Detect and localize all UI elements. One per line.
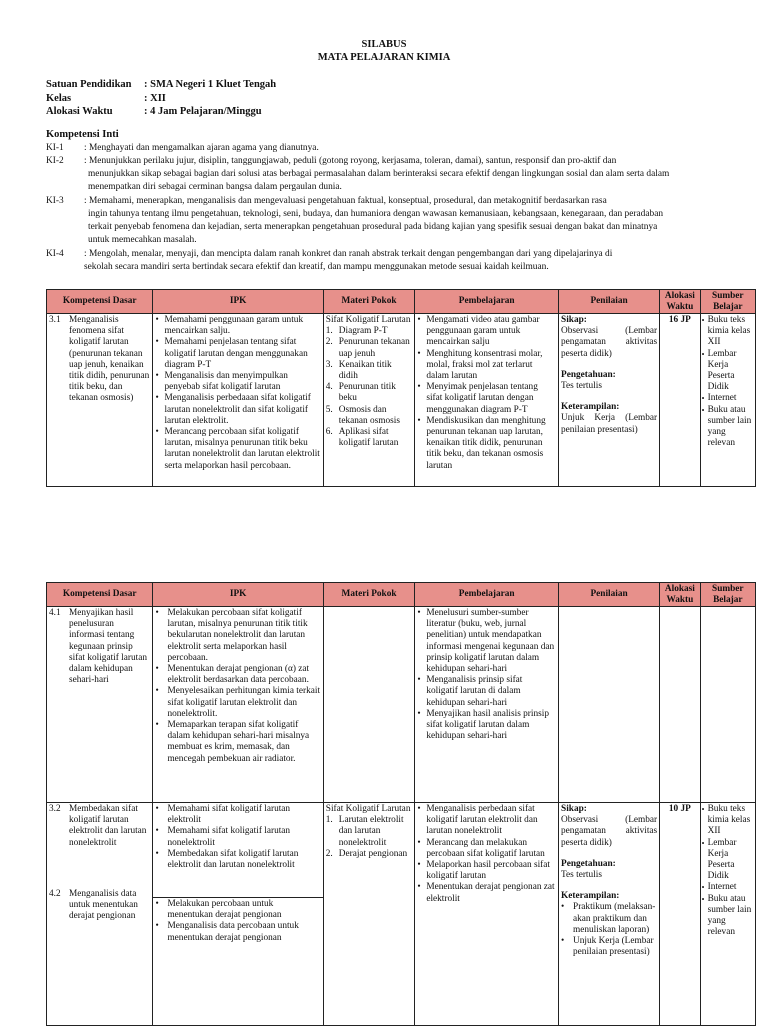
list-item: • Mengamati video atau gambar penggunaan garam untuk mencairkan salju <box>417 315 556 349</box>
ki-3 <box>46 195 736 247</box>
header-sumber-belajar: Sumber Belajar <box>700 583 755 607</box>
ipk-cell <box>153 607 323 803</box>
materi-cell <box>323 314 415 487</box>
header-penilaian: Penilaian <box>559 290 660 314</box>
list-item: • Memahami sifat koligatif larutan nonelektrolit <box>155 826 320 848</box>
table-header-row <box>47 290 756 314</box>
info-value: : 4 Jam Pelajaran/Minggu <box>144 106 262 117</box>
header-sumber-belajar: Sumber Belajar <box>700 290 755 314</box>
materi-cell <box>323 607 415 803</box>
pengetahuan-label: Pengetahuan: <box>561 858 616 869</box>
doc-title: SILABUS <box>361 39 407 50</box>
list-item: • Lembar Kerja Peserta Didik <box>703 838 753 883</box>
ki-1 <box>46 142 736 155</box>
ipk-cell <box>153 898 323 1026</box>
materi-title: Sifat Koligatif Larutan <box>325 804 411 814</box>
list-item: • Memahami sifat koligatif larutan elektrolit <box>155 804 320 826</box>
ki-line: : Menghayati dan mengamalkan ajaran agama yang dianutnya. <box>84 143 319 153</box>
pengetahuan-label: Pengetahuan: <box>561 369 616 380</box>
penilaian-cell <box>559 803 660 1026</box>
list-item: • Menganalisis perbedaaan sifat koligatif larutan nonelektrolit dan sifat koligatif larutan elektrolit. <box>155 393 320 427</box>
ki-line: menunjukkan sikap sebagai bagian dari solusi atas berbagai permasalahan dalam berinteraksi secara efektif dengan lingkungan sosial dan alam serta dalam <box>88 169 670 179</box>
kd-number: 3.1 <box>49 315 61 325</box>
kd-cell <box>47 803 153 1026</box>
list-item: • Internet <box>703 393 753 404</box>
list-item: • Internet <box>703 882 753 893</box>
pengetahuan-text: Tes tertulis <box>561 870 602 881</box>
alokasi-cell: 16 JP <box>660 314 700 487</box>
header-pembelajaran: Pembelajaran <box>415 583 559 607</box>
ki-line: untuk memecahkan masalah. <box>88 235 197 245</box>
header-kompetensi-dasar: Kompetensi Dasar <box>47 583 153 607</box>
list-item: • Merancang percobaan sifat koligatif larutan, misalnya penurunan titik beku larutan nonelektrolit dan larutan elektrolit serta melaporkan hasil percobaan. <box>155 427 320 472</box>
list-item: • Buku teks kimia kelas XII <box>703 804 753 838</box>
header-alokasi-waktu: Alokasi Waktu <box>660 583 700 607</box>
list-item: • Praktikum (melaksan-akan praktikum dan menuliskan laporan) <box>561 902 657 936</box>
list-item: • Melakukan percobaan untuk menentukan derajat pengionan <box>155 899 320 921</box>
ki-4 <box>46 248 736 274</box>
ki-line: : Mengolah, menalar, menyaji, dan mencipta dalam ranah konkret dan ranah abstrak terkait dengan pengembangan dari yang dipelajarinya di <box>84 249 613 259</box>
kd-cell <box>47 314 153 487</box>
pembelajaran-cell <box>415 314 559 487</box>
list-item: 2. Penurunan tekanan uap jenuh <box>325 337 410 359</box>
header-kompetensi-dasar: Kompetensi Dasar <box>47 290 153 314</box>
sumber-cell <box>700 803 755 1026</box>
list-item: • Memaparkan terapan sifat koligatif dalam kehidupan sehari-hari misalnya membuat es krim, memasak, dan mencegah pembekuan air radiator. <box>155 720 320 765</box>
kd-text: Membedakan sifat koligatif larutan elektrolit dan larutan nonelektrolit <box>69 804 147 848</box>
list-item: 4. Penurunan titik beku <box>325 382 396 404</box>
list-item: • Buku teks kimia kelas XII <box>703 315 753 349</box>
info-label: Kelas <box>46 93 72 104</box>
list-item: • Menghitung konsentrasi molar, molal, fraksi mol zat terlarut dalam larutan <box>417 349 556 383</box>
info-alokasi-waktu <box>46 105 262 118</box>
header-pembelajaran: Pembelajaran <box>415 290 559 314</box>
table-row <box>47 314 756 487</box>
list-item: • Memahami penggunaan garam untuk mencairkan salju. <box>155 315 320 337</box>
header-alokasi-waktu: Alokasi Waktu <box>660 290 700 314</box>
header-ipk: IPK <box>153 290 323 314</box>
list-item: 1. Diagram P-T <box>325 326 388 337</box>
info-label: Alokasi Waktu <box>46 106 113 117</box>
info-value: : XII <box>144 93 166 104</box>
list-item: • Menyajikan hasil analisis prinsip sifat koligatif larutan dalam kehidupan sehari-hari <box>417 709 556 743</box>
list-item: • Menganalisis dan menyimpulkan penyebab sifat koligatif larutan <box>155 371 320 393</box>
list-item: • Menyimak penjelasan tentang sifat koligatif larutan dengan menggunakan diagram P-T <box>417 382 556 416</box>
list-item: • Buku atau sumber lain yang relevan <box>703 405 753 450</box>
sikap-label: Sikap: <box>561 315 587 325</box>
sikap-text: Observasi (Lembar pengamatan aktivitas peserta didik) <box>561 326 658 359</box>
keterampilan-label: Keterampilan: <box>561 402 620 413</box>
materi-title: Sifat Koligatif Larutan <box>325 315 411 325</box>
ki-line: ingin tahunya tentang ilmu pengetahuan, teknologi, seni, budaya, dan humaniora dengan wawasan kemanusiaan, kebangsaan, kenegaraan, dan peradaban <box>88 209 664 219</box>
penilaian-cell <box>559 607 660 803</box>
table-row <box>47 803 756 898</box>
ki-code: KI-2 <box>46 156 64 166</box>
list-item: 2. Derajat pengionan <box>325 848 408 859</box>
list-item: 5. Osmosis dan tekanan osmosis <box>325 404 400 426</box>
sikap-text: Observasi (Lembar pengamatan aktivitas peserta didik) <box>561 815 658 848</box>
doc-subtitle: MATA PELAJARAN KIMIA <box>317 52 451 63</box>
list-item: 6. Aplikasi sifat koligatif larutan <box>325 427 399 449</box>
ki-code: KI-4 <box>46 249 64 259</box>
ipk-cell <box>153 803 323 898</box>
ki-code: KI-1 <box>46 143 64 153</box>
list-item: • Menelusuri sumber-sumber literatur (buku, web, jurnal penelitian) untuk mendapatkan informasi mengenai kegunaan dan prinsip koligatif larutan dalam kehidupan sehari-hari <box>417 608 556 675</box>
ki-2 <box>46 155 736 194</box>
table-row <box>47 607 756 803</box>
list-item: • Menentukan derajat pengionan (α) zat elektrolit berdasarkan data percobaan. <box>155 664 320 686</box>
alokasi-cell <box>660 607 700 803</box>
list-item: • Lembar Kerja Peserta Didik <box>703 349 753 394</box>
materi-cell <box>323 803 415 1026</box>
alokasi-cell: 10 JP <box>660 803 700 1026</box>
info-kelas <box>46 92 166 105</box>
header-ipk: IPK <box>153 583 323 607</box>
kd-cell <box>47 607 153 803</box>
info-satuan-pendidikan <box>46 78 276 91</box>
list-item: 3. Kenaikan titik didih <box>325 359 392 382</box>
sumber-cell <box>700 607 755 803</box>
list-item: • Memahami penjelasan tentang sifat koligatif larutan dengan menggunakan diagram P-T <box>155 337 320 371</box>
list-item: 1. Larutan elektrolit dan larutan nonelektrolit <box>325 815 404 848</box>
header-penilaian: Penilaian <box>559 583 660 607</box>
list-item: • Melaporkan hasil percobaan sifat koligatif larutan <box>417 860 556 882</box>
ki-heading: Kompetensi Inti <box>46 129 119 140</box>
table-header-row <box>47 583 756 607</box>
list-item: • Mendiskusikan dan menghitung penurunan tekanan uap larutan, kenaikan titik didik, penurunan titik beku, dan tekanan osmosis larutan <box>417 416 556 472</box>
kd-number: 4.2 <box>49 888 61 899</box>
list-item: • Membedakan sifat koligatif larutan elektrolit dan larutan nonelektrolit <box>155 849 320 871</box>
kd-text: Menyajikan hasil penelusuran informasi tentang kegunaan prinsip sifat koligatif larutan dalam kehidupan sehari-hari <box>69 608 147 686</box>
list-item: • Unjuk Kerja (Lembar penilaian presentasi) <box>561 936 657 958</box>
pembelajaran-cell <box>415 803 559 1026</box>
kd-number: 4.1 <box>49 608 61 618</box>
kd-text: Menganalisis data untuk menentukan derajat pengionan <box>69 888 138 922</box>
penilaian-cell <box>559 314 660 487</box>
sikap-label: Sikap: <box>561 804 587 814</box>
kd-text: Menganalisis fenomena sifat koligatif larutan (penurunan tekanan uap jenuh, kenaikan titik didih, penurunan titik beku, dan tekanan osmosis) <box>69 315 150 404</box>
list-item: • Menyelesaikan perhitungan kimia terkait sifat koligatif larutan elektrolit dan nonelektrolit. <box>155 686 320 720</box>
info-label: Satuan Pendidikan <box>46 79 132 90</box>
list-item: • Menganalisis data percobaan untuk menentukan derajat pengionan <box>155 921 320 943</box>
list-item: • Melakukan percobaan sifat koligatif larutan, misalnya penurunan titik titik bekularutan nonelektrolit dan larutan elektrolit serta melaporkan hasil percobaan. <box>155 608 320 664</box>
ki-line: sekolah secara mandiri serta bertindak secara efektif dan kreatif, dan mampu menggunakan metode sesuai kaidah keilmuan. <box>84 262 549 272</box>
sumber-cell <box>700 314 755 487</box>
header-materi-pokok: Materi Pokok <box>323 290 415 314</box>
list-item: • Menentukan derajat pengionan zat elektrolit <box>417 882 556 904</box>
ki-code: KI-3 <box>46 196 64 206</box>
pembelajaran-cell <box>415 607 559 803</box>
kd-number: 3.2 <box>49 804 61 814</box>
list-item: • Buku atau sumber lain yang relevan <box>703 894 753 939</box>
ki-line: menempatkan diri sebagai cerminan bangsa dalam pergaulan dunia. <box>88 182 342 192</box>
ki-line: terkait penyebab fenomena dan kejadian, serta menerapkan pengetahuan prosedural pada bidang kajian yang spesifik sesuai dengan bakat dan minatnya <box>88 222 658 232</box>
ipk-cell <box>153 314 323 487</box>
keterampilan-label: Keterampilan: <box>561 891 620 902</box>
list-item: • Menganalisis prinsip sifat koligatif larutan di dalam kehidupan sehari-hari <box>417 675 556 709</box>
syllabus-table-1 <box>46 289 756 487</box>
header-materi-pokok: Materi Pokok <box>323 583 415 607</box>
info-value: : SMA Negeri 1 Kluet Tengah <box>144 79 277 90</box>
list-item: • Merancang dan melakukan percobaan sifat koligatif larutan <box>417 838 556 860</box>
syllabus-table-2 <box>46 582 756 1026</box>
ki-line: : Memahami, menerapkan, menganalisis dan mengevaluasi pengetahuan faktual, konseptual, prosedural, dan metakognitif berdasarkan rasa <box>84 196 607 206</box>
pengetahuan-text: Tes tertulis <box>561 381 602 392</box>
ki-line: : Menunjukkan perilaku jujur, disiplin, tanggungjawab, peduli (gotong royong, kerjasama, toleran, damai), santun, responsif dan pro-aktif dan <box>84 156 617 166</box>
list-item: • Menganalisis perbedaan sifat koligatif larutan elektrolit dan larutan nonelektrolit <box>417 804 556 838</box>
keterampilan-text: Unjuk Kerja (Lembar penilaian presentasi) <box>561 413 658 435</box>
